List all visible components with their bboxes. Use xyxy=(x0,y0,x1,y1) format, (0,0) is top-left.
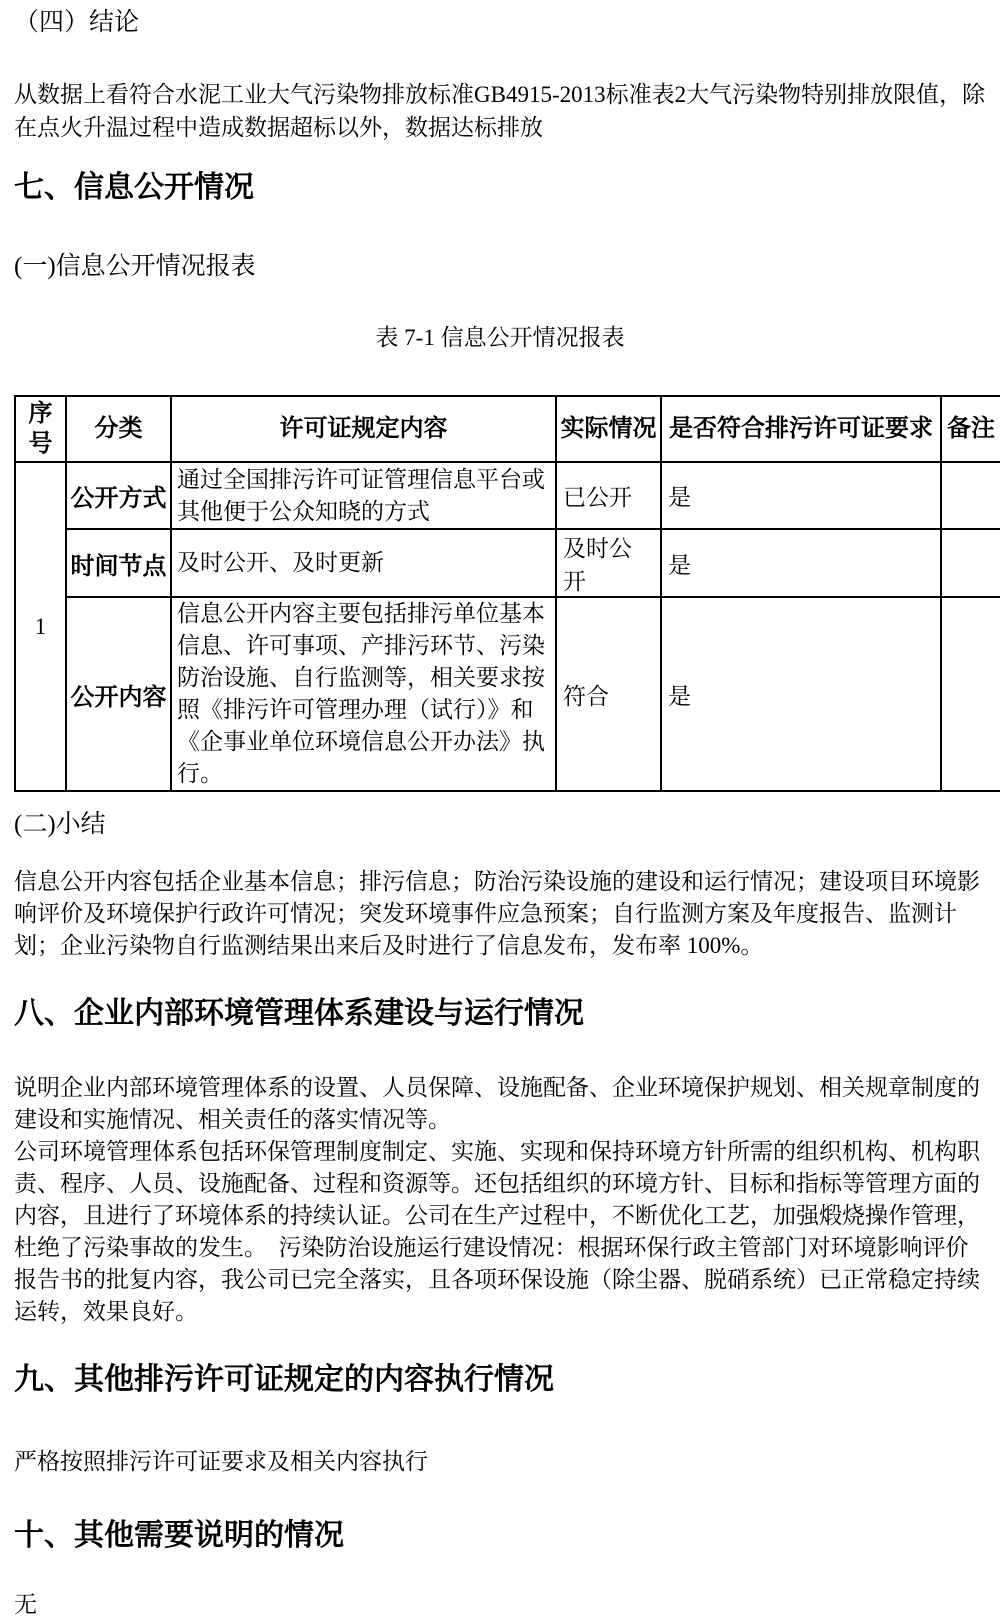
section-seven-heading: 七、信息公开情况 xyxy=(14,171,254,204)
header-requirement: 许可证规定内容 xyxy=(171,396,556,462)
cell-actual: 已公开 xyxy=(556,462,661,529)
header-category: 分类 xyxy=(66,396,171,462)
section-eight-heading: 八、企业内部环境管理体系建设与运行情况 xyxy=(14,997,584,1030)
summary-paragraph: 信息公开内容包括企业基本信息；排污信息；防治污染设施的建设和运行情况；建设项目环境影响评价及环境保护行政许可情况；突发环境事件应急预案；自行监测方案及年度报告、监测计划；企业污染物自行监测结果出来后及时进行了信息发布，发布率 100%。 xyxy=(14,869,980,958)
cell-actual: 符合 xyxy=(556,597,661,791)
section-eight-paragraph-2: 公司环境管理体系包括环保管理制度制定、实施、实现和保持环境方针所需的组织机构、机构职责、程序、人员、设施配备、过程和资源等。还包括组织的环境方针、目标和指标等管理方面的内容，且进行了环境体系的持续认证。公司在生产过程中，不断优化工艺，加强煅烧操作管理，杜绝了污染事故的发生。 污染防治设施运行建设情况：根据环保行政主管部门对环境影响评价报告书的批复内容，我公司已完全落实，且各项环保设施（除尘器、脱硝系统）已正常稳定持续运转，效果良好。 xyxy=(14,1139,980,1324)
cell-requirement: 通过全国排污许可证管理信息平台或其他便于公众知晓的方式 xyxy=(171,462,556,529)
cell-compliance: 是 xyxy=(661,597,941,791)
cell-remark xyxy=(941,529,1000,597)
table-header-row xyxy=(15,396,1000,462)
section-nine-paragraph: 严格按照排污许可证要求及相关内容执行 xyxy=(14,1449,428,1474)
section-nine-heading: 九、其他排污许可证规定的内容执行情况 xyxy=(14,1363,554,1396)
section-eight-paragraph-1: 说明企业内部环境管理体系的设置、人员保障、设施配备、企业环境保护规划、相关规章制度的建设和实施情况、相关责任的落实情况等。 xyxy=(14,1075,980,1132)
header-remark: 备注 xyxy=(941,396,1000,462)
cell-category: 时间节点 xyxy=(66,529,171,597)
cell-requirement: 及时公开、及时更新 xyxy=(171,529,556,597)
cell-remark xyxy=(941,597,1000,791)
table-caption: 表 7-1 信息公开情况报表 xyxy=(375,325,625,350)
header-index: 序号 xyxy=(15,396,66,462)
cell-remark xyxy=(941,462,1000,529)
table-row xyxy=(15,462,1000,529)
cell-compliance: 是 xyxy=(661,462,941,529)
cell-requirement: 信息公开内容主要包括排污单位基本信息、许可事项、产排污环节、污染防治设施、自行监测等，相关要求按照《排污许可管理办理（试行）》和《企事业单位环境信息公开办法》执行。 xyxy=(171,597,556,791)
table-row xyxy=(15,529,1000,597)
subsection-summary-heading: (二)小结 xyxy=(14,811,106,838)
cell-compliance: 是 xyxy=(661,529,941,597)
section-ten-heading: 十、其他需要说明的情况 xyxy=(14,1519,344,1552)
header-compliance: 是否符合排污许可证要求 xyxy=(661,396,941,462)
section-conclusion-heading: （四）结论 xyxy=(14,9,140,36)
cell-category: 公开内容 xyxy=(66,597,171,791)
information-disclosure-table xyxy=(14,395,1000,792)
section-conclusion-paragraph: 从数据上看符合水泥工业大气污染物排放标准GB4915-2013标准表2大气污染物特别排放限值，除在点火升温过程中造成数据超标以外，数据达标排放 xyxy=(14,82,986,140)
document-page xyxy=(0,6,1000,1621)
table-row xyxy=(15,597,1000,791)
subsection-report-heading: (一)信息公开情况报表 xyxy=(14,253,256,280)
cell-category: 公开方式 xyxy=(66,462,171,529)
section-ten-paragraph: 无 xyxy=(14,1592,37,1617)
header-actual: 实际情况 xyxy=(556,396,661,462)
cell-actual: 及时公开 xyxy=(556,529,661,597)
cell-index: 1 xyxy=(15,462,66,791)
